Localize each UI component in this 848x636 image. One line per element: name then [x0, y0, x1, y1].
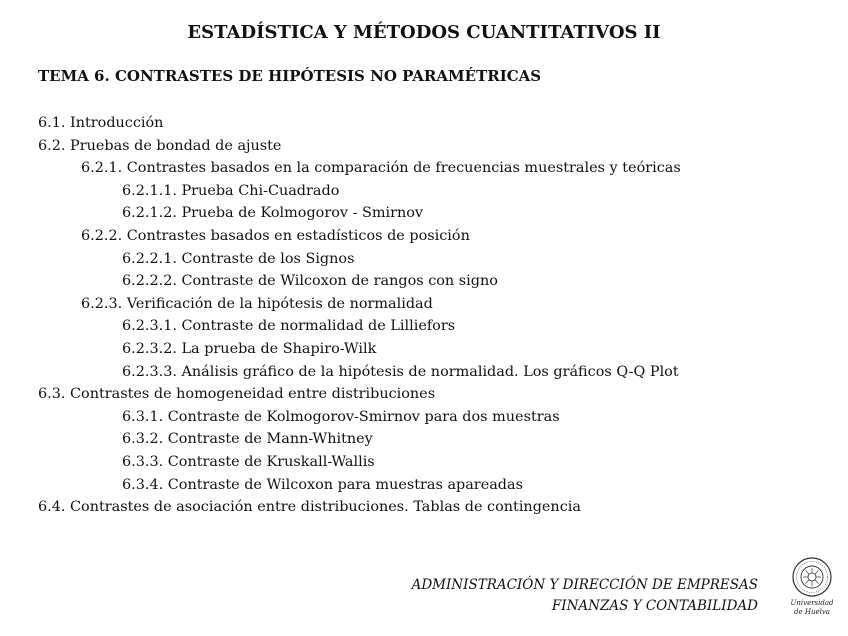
toc-item: 6.2.1.1. Prueba Chi-Cuadrado	[122, 182, 340, 199]
toc-item: 6.2.1. Contrastes basados en la comparación de frecuencias muestrales y teóricas	[81, 160, 681, 177]
toc-item: 6.2.3. Verificación de la hipótesis de normalidad	[81, 295, 433, 312]
toc-item: 6.4. Contrastes de asociación entre distribuciones. Tablas de contingencia	[38, 499, 581, 516]
toc-item: 6.3. Contrastes de homogeneidad entre distribuciones	[38, 386, 436, 403]
toc-item: 6.2.2.2. Contraste de Wilcoxon de rangos con signo	[122, 273, 498, 290]
toc-item: 6.3.3. Contraste de Kruskall-Wallis	[122, 453, 375, 470]
seal-caption-line-1: Universidad	[790, 599, 834, 607]
toc-item: 6.2.1.2. Prueba de Kolmogorov - Smirnov	[122, 205, 424, 222]
toc-item: 6.3.2. Contraste de Mann-Whitney	[122, 431, 373, 448]
footer-line-2: FINANZAS Y CONTABILIDAD	[551, 598, 758, 614]
footer-line-1: ADMINISTRACIÓN Y DIRECCIÓN DE EMPRESAS	[411, 577, 758, 593]
toc-item: 6.2.2.1. Contraste de los Signos	[122, 250, 355, 267]
toc-item: 6.2.3.1. Contraste de normalidad de Lilliefors	[122, 318, 456, 335]
toc-item: 6.2.3.2. La prueba de Shapiro-Wilk	[122, 340, 377, 357]
seal-caption-line-2: de Huelva	[794, 608, 830, 616]
footer-program	[412, 575, 758, 617]
toc-item: 6.2.3.3. Análisis gráfico de la hipótesis de normalidad. Los gráficos Q-Q Plot	[122, 363, 679, 380]
toc-item: 6.2.2. Contrastes basados en estadísticos de posición	[81, 227, 470, 244]
table-of-contents	[0, 112, 848, 519]
university-seal-icon	[786, 555, 838, 619]
page-title: ESTADÍSTICA Y MÉTODOS CUANTITATIVOS II	[187, 22, 661, 43]
toc-item: 6.3.4. Contraste de Wilcoxon para muestras apareadas	[122, 476, 523, 493]
toc-item: 6.1. Introducción	[38, 115, 164, 131]
toc-item: 6.2. Pruebas de bondad de ajuste	[38, 137, 282, 154]
toc-item: 6.3.1. Contraste de Kolmogorov-Smirnov para dos muestras	[122, 408, 560, 425]
topic-title: TEMA 6. CONTRASTES DE HIPÓTESIS NO PARAMÉTRICAS	[38, 67, 542, 85]
